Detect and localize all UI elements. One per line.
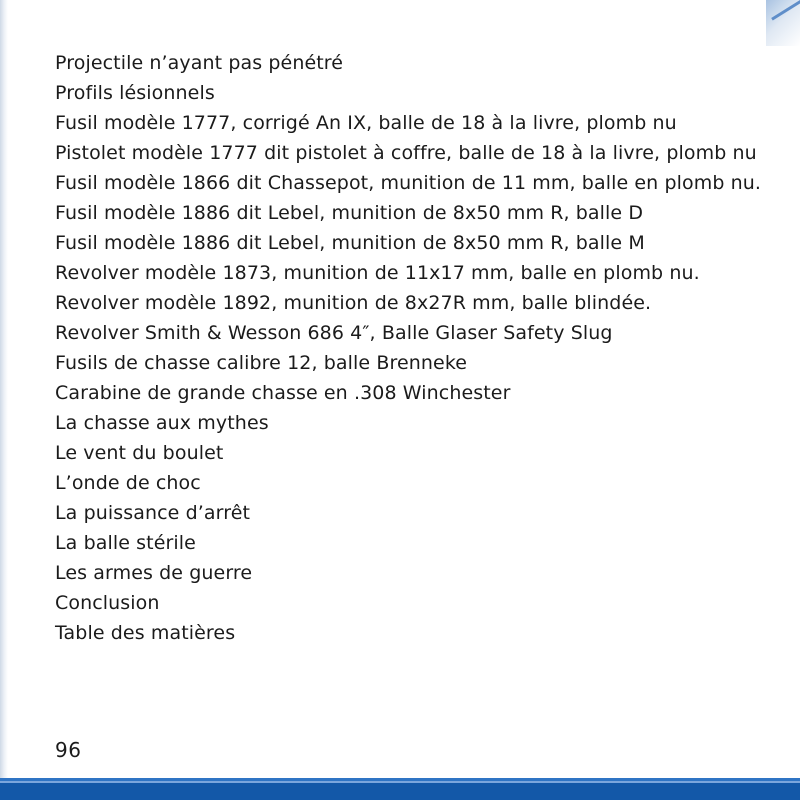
toc-entry: Fusil modèle 1866 dit Chassepot, munition de 11 mm, balle en plomb nu. xyxy=(55,172,762,194)
toc-entry: La balle stérile xyxy=(55,532,196,554)
toc-entry: Fusils de chasse calibre 12, balle Brenneke xyxy=(55,352,468,374)
toc-entry: La chasse aux mythes xyxy=(55,412,269,434)
toc-entry: Pistolet modèle 1777 dit pistolet à coffre, balle de 18 à la livre, plomb nu xyxy=(55,142,757,164)
toc-entry: Table des matières xyxy=(55,622,236,644)
scan-edge-left xyxy=(0,0,8,800)
toc-entry: Revolver modèle 1892, munition de 8x27R mm, balle blindée. xyxy=(55,292,652,314)
band-line-thick xyxy=(0,783,800,800)
toc-list xyxy=(55,48,762,648)
toc-entry: Carabine de grande chasse en .308 Winchester xyxy=(55,382,511,404)
scan-corner-artifact xyxy=(766,0,800,46)
toc-entry: Fusil modèle 1886 dit Lebel, munition de 8x50 mm R, balle M xyxy=(55,232,645,254)
page-bottom-band xyxy=(0,772,800,800)
toc-entry: Les armes de guerre xyxy=(55,562,253,584)
toc-entry: Profils lésionnels xyxy=(55,82,215,104)
scan-corner-line xyxy=(771,0,800,21)
toc-entry: Le vent du boulet xyxy=(55,442,224,464)
toc-entry: Fusil modèle 1777, corrigé An IX, balle de 18 à la livre, plomb nu xyxy=(55,112,677,134)
toc-entry: Revolver modèle 1873, munition de 11x17 mm, balle en plomb nu. xyxy=(55,262,700,284)
toc-entry: Fusil modèle 1886 dit Lebel, munition de 8x50 mm R, balle D xyxy=(55,202,644,224)
toc-entry: Revolver Smith & Wesson 686 4″, Balle Glaser Safety Slug xyxy=(55,322,613,344)
toc-entry: Conclusion xyxy=(55,592,160,614)
page-number: 96 xyxy=(55,738,82,762)
toc-entry: Projectile n’ayant pas pénétré xyxy=(55,52,344,74)
toc-entry: La puissance d’arrêt xyxy=(55,502,251,524)
toc-entry: L’onde de choc xyxy=(55,472,201,494)
table-of-contents xyxy=(55,48,762,648)
